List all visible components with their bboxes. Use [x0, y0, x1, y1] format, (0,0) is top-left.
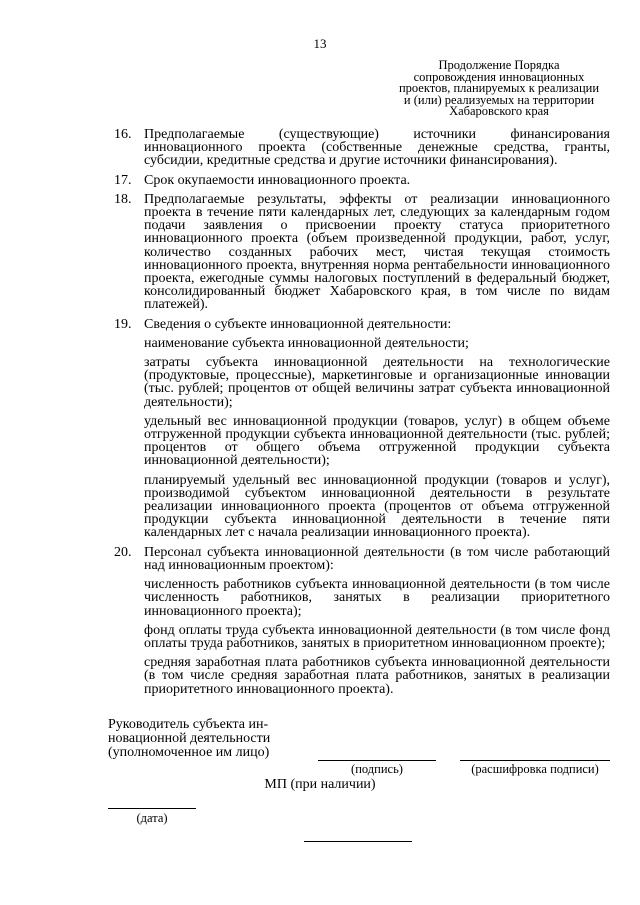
item-number: 16. — [114, 127, 132, 142]
sub-item-text: планируемый удельный вес инновационной продукции (товаров и услуг), производимой субъектом инновационной деятельности в результате реализации инновационного проекта (процентов от объема отгруженной продукции субъекта инновационной деятельности в течение пяти календарных лет с начала реализации инновационного проекта). — [144, 472, 610, 541]
header-line: Хабаровского края — [449, 104, 549, 118]
document-header — [386, 60, 612, 118]
item-number: 18. — [114, 191, 132, 207]
list-item — [114, 128, 610, 168]
signatory-line: Руководитель субъекта ин- — [108, 717, 269, 732]
signature-line — [318, 760, 436, 761]
item-text: Предполагаемые результаты, эффекты от реализации инновационного проекта в течение пяти календарных лет, следующих за календарным годом подачи заявления о присвоении проекту статуса приоритетного инновационного проекта (объем произведенной продукции, работ, услуг, количество созданных рабочих мест, чистая текущая стоимость инновационного проекта, внутренняя норма рентабельности инновационного проекта, ежегодные суммы налоговых поступлений в федеральный бюджет, консолидированный бюджет Хабаровского края, в том числе по видам платежей). — [144, 191, 610, 313]
list-item — [114, 193, 610, 312]
sub-item-text: наименование субъекта инновационной деятельности; — [144, 335, 469, 351]
list-item — [114, 546, 610, 696]
header-line: проектов, планируемых к реализации — [398, 81, 600, 95]
item-list — [114, 128, 610, 702]
list-item — [114, 174, 610, 187]
header-line: Продолжение Порядка — [438, 58, 560, 72]
item-text: Сведения о субъекте инновационной деятельности: — [144, 316, 452, 332]
item-text: Срок окупаемости инновационного проекта. — [144, 172, 411, 188]
item-text: Персонал субъекта инновационной деятельности (в том числе работающий над инновационным проектом): — [144, 544, 610, 573]
signatory-label — [108, 718, 308, 760]
item-number: 17. — [114, 172, 132, 188]
date-line — [108, 808, 196, 809]
sub-item-text: удельный вес инновационной продукции (товаров, услуг) в общем объеме отгруженной продукции субъекта инновационной деятельности (тыс. рублей; процентов от общего объема отгруженной продукции субъекта инновационной деятельности); — [144, 413, 610, 469]
item-number: 20. — [114, 544, 132, 560]
list-item — [114, 318, 610, 540]
item-text: Предполагаемые (существующие) источники финансирования инновационного проекта (собственные денежные средства, гранты, субсидии, кредитные средства и другие источники финансирования). — [144, 127, 610, 169]
end-divider — [304, 841, 412, 842]
sub-item-text: численность работников субъекта инновационной деятельности (в том числе численность работников, занятых в реализации приоритетного инновационного проекта); — [144, 577, 610, 619]
sub-item-text: затраты субъекта инновационной деятельности на технологические (продуктовые, процессные), маркетинговые и организационные инновации (тыс. рублей; процентов от общей величины затрат субъекта инновационной деятельности); — [144, 355, 610, 410]
page-number: 13 — [313, 36, 327, 51]
item-number: 19. — [114, 316, 132, 332]
signatory-line: новационной деятельности — [108, 731, 271, 746]
sub-item-text: средняя заработная плата работников субъекта инновационной деятельности (в том числе средняя заработная плата работников, занятых в реализации приоритетного инновационного проекта). — [144, 655, 610, 697]
signatory-line: (уполномоченное им лицо) — [108, 745, 270, 760]
decoding-line — [460, 760, 610, 761]
signature-caption: (подпись) — [351, 762, 403, 776]
decoding-caption: (расшифровка подписи) — [471, 762, 599, 776]
header-line: и (или) реализуемых на территории — [403, 92, 595, 107]
header-line: сопровождения инновационных — [413, 69, 585, 84]
date-caption: (дата) — [136, 811, 168, 825]
sub-item-text: фонд оплаты труда субъекта инновационной деятельности (в том числе фонд оплаты труда работников, занятых в приоритетном инновационном проекте); — [144, 622, 610, 651]
stamp-label: МП (при наличии) — [264, 777, 376, 792]
